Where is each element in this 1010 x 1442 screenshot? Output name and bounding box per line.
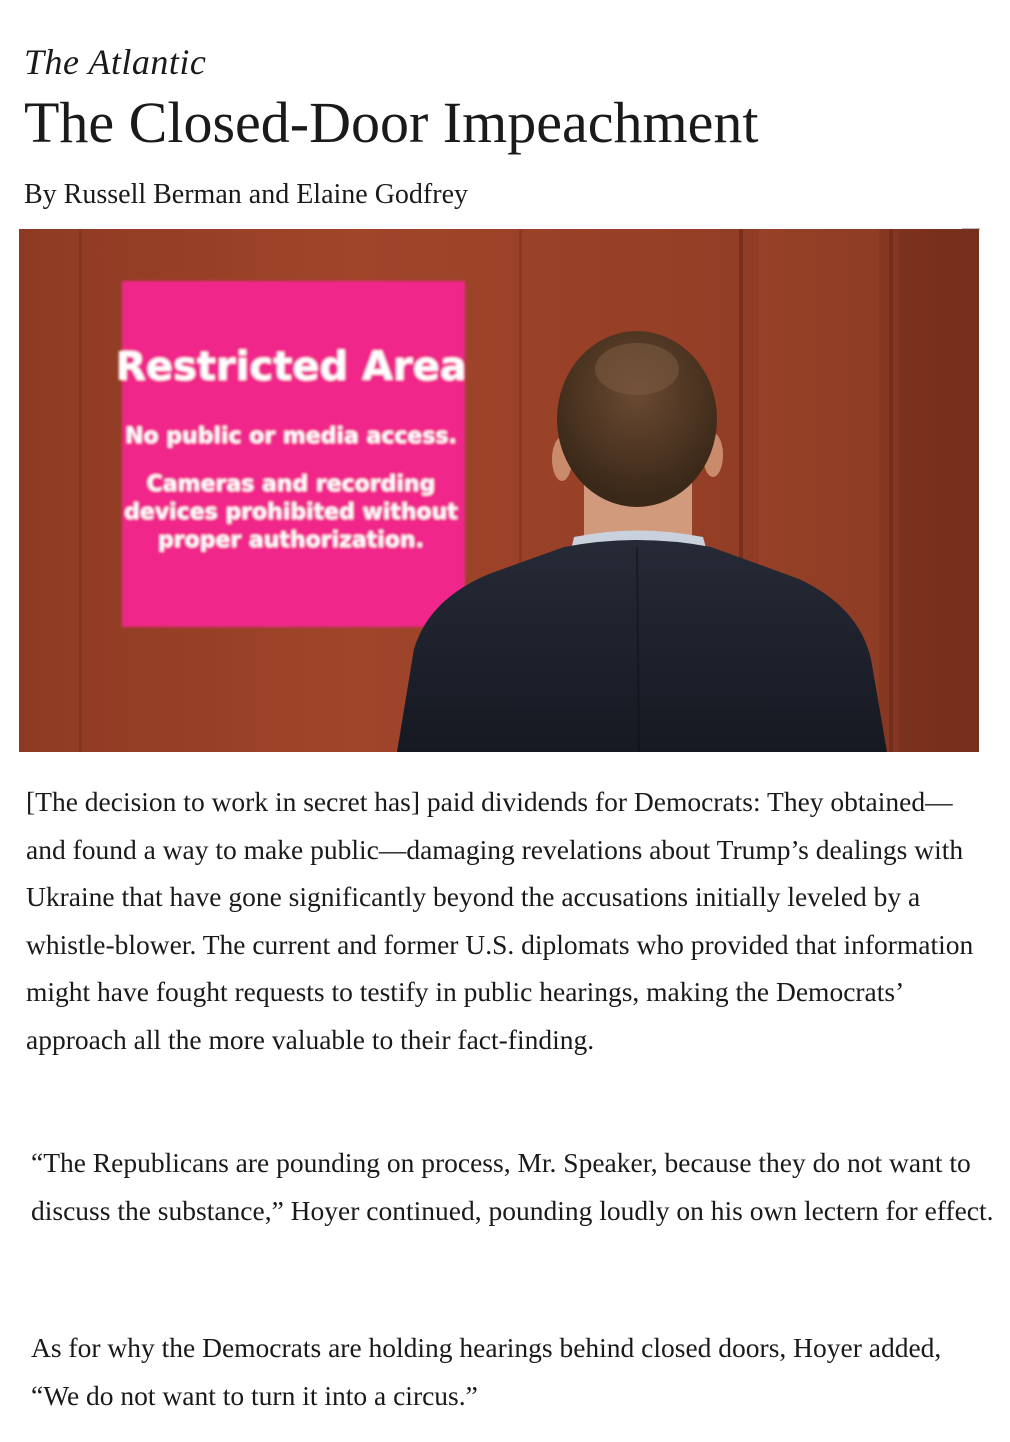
article-paragraph: “The Republicans are pounding on process, Mr. Speaker, because they do not want to discuss the substance,” Hoyer continued, pounding loudly on his own lectern for effect.: [31, 1147, 994, 1226]
restricted-sign: [115, 281, 467, 627]
article-title: The Closed-Door Impeachment: [24, 90, 759, 155]
article-byline: By Russell Berman and Elaine Godfrey: [24, 179, 469, 210]
panel-seam: [79, 229, 82, 752]
panel-highlight: [899, 229, 979, 752]
sign-line: Cameras and recording: [146, 472, 436, 497]
photo-illustration: [19, 229, 979, 752]
article-paragraph: [The decision to work in secret has] paid dividends for Democrats: They obtained—and found a way to make public—damaging revelations about Trump’s dealings with Ukraine that have gone significantly beyond the accusations initially leveled by a whistle-blower. The current and former U.S. diplomats who provided that information might have fought requests to testify in public hearings, making the Democrats’ approach all the more valuable to their fact-finding.: [26, 786, 974, 1055]
article-photo: [19, 229, 979, 752]
sign-title: Restricted Area: [115, 344, 467, 390]
sign-line: proper authorization.: [158, 528, 424, 553]
article-paragraph: As for why the Democrats are holding hearings behind closed doors, Hoyer added, “We do not want to turn it into a circus.”: [31, 1332, 942, 1411]
publication-name: The Atlantic: [24, 42, 207, 82]
panel-seam: [889, 229, 893, 752]
sign-line: devices prohibited without: [124, 500, 458, 525]
sign-line: No public or media access.: [125, 424, 457, 449]
